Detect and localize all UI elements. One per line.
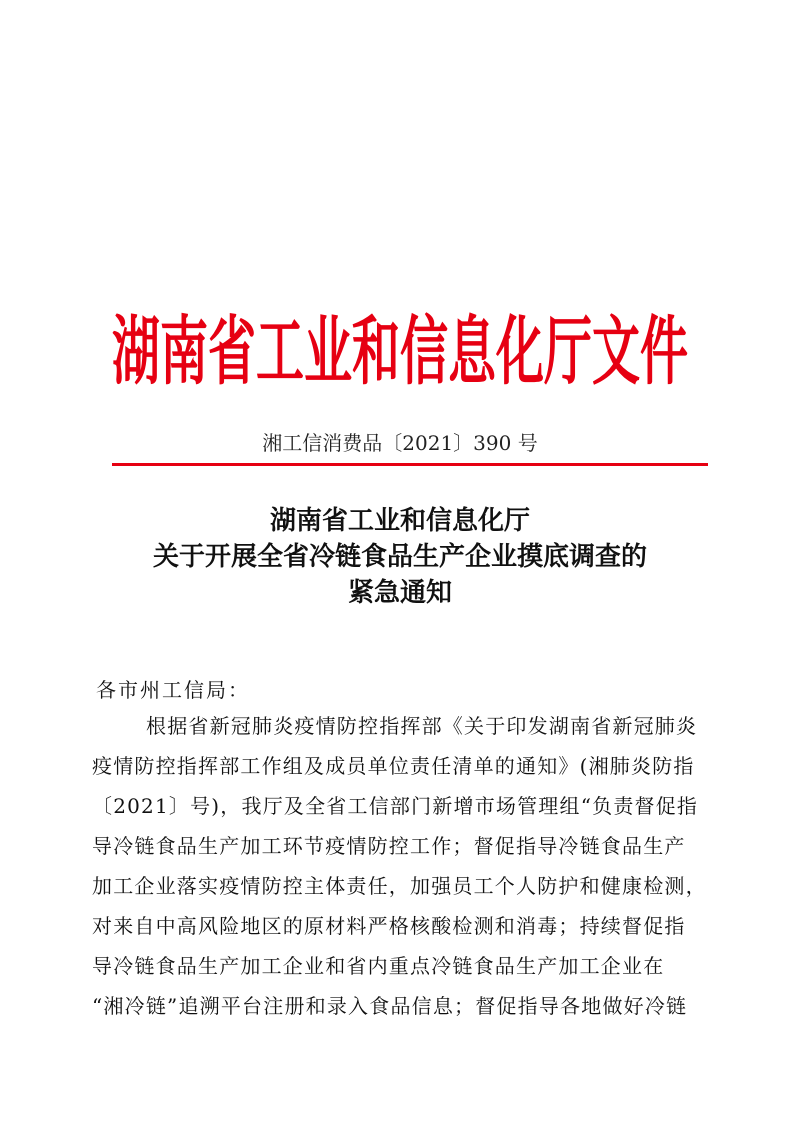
body-line: 导冷链食品生产加工企业和省内重点冷链食品生产加工企业在 [92, 954, 665, 978]
salutation: 各市州工信局： [96, 678, 250, 702]
body-line: “湘冷链”追溯平台注册和录入食品信息；督促指导各地做好冷链 [92, 994, 688, 1018]
body-line: 导冷链食品生产加工环节疫情防控工作；督促指导冷链食品生产 [92, 834, 686, 858]
body-line: 对来自中高风险地区的原材料严格核酸检测和消毒；持续督促指 [92, 914, 686, 938]
masthead-title: 湖南省工业和信息化厅文件 [111, 309, 688, 396]
body-paragraph [92, 706, 712, 1026]
body-line: 根据省新冠肺炎疫情防控指挥部《关于印发湖南省新冠肺炎 [146, 714, 698, 738]
red-divider-line [112, 463, 708, 466]
notice-title-line-1: 湖南省工业和信息化厅 [269, 506, 530, 536]
notice-title-line-3: 紧急通知 [347, 578, 452, 608]
notice-title [80, 503, 720, 611]
body-line: 〔2021〕号)，我厅及全省工信部门新增市场管理组“负责督促指 [92, 794, 699, 818]
body-line: 疫情防控指挥部工作组及成员单位责任清单的通知》(湘肺炎防指 [92, 754, 695, 778]
body-line: 加工企业落实疫情防控主体责任，加强员工个人防护和健康检测， [92, 874, 707, 898]
document-number: 湘工信消费品〔2021〕390 号 [262, 431, 538, 455]
notice-title-line-2: 关于开展全省冷链食品生产企业摸底调查的 [152, 542, 647, 572]
